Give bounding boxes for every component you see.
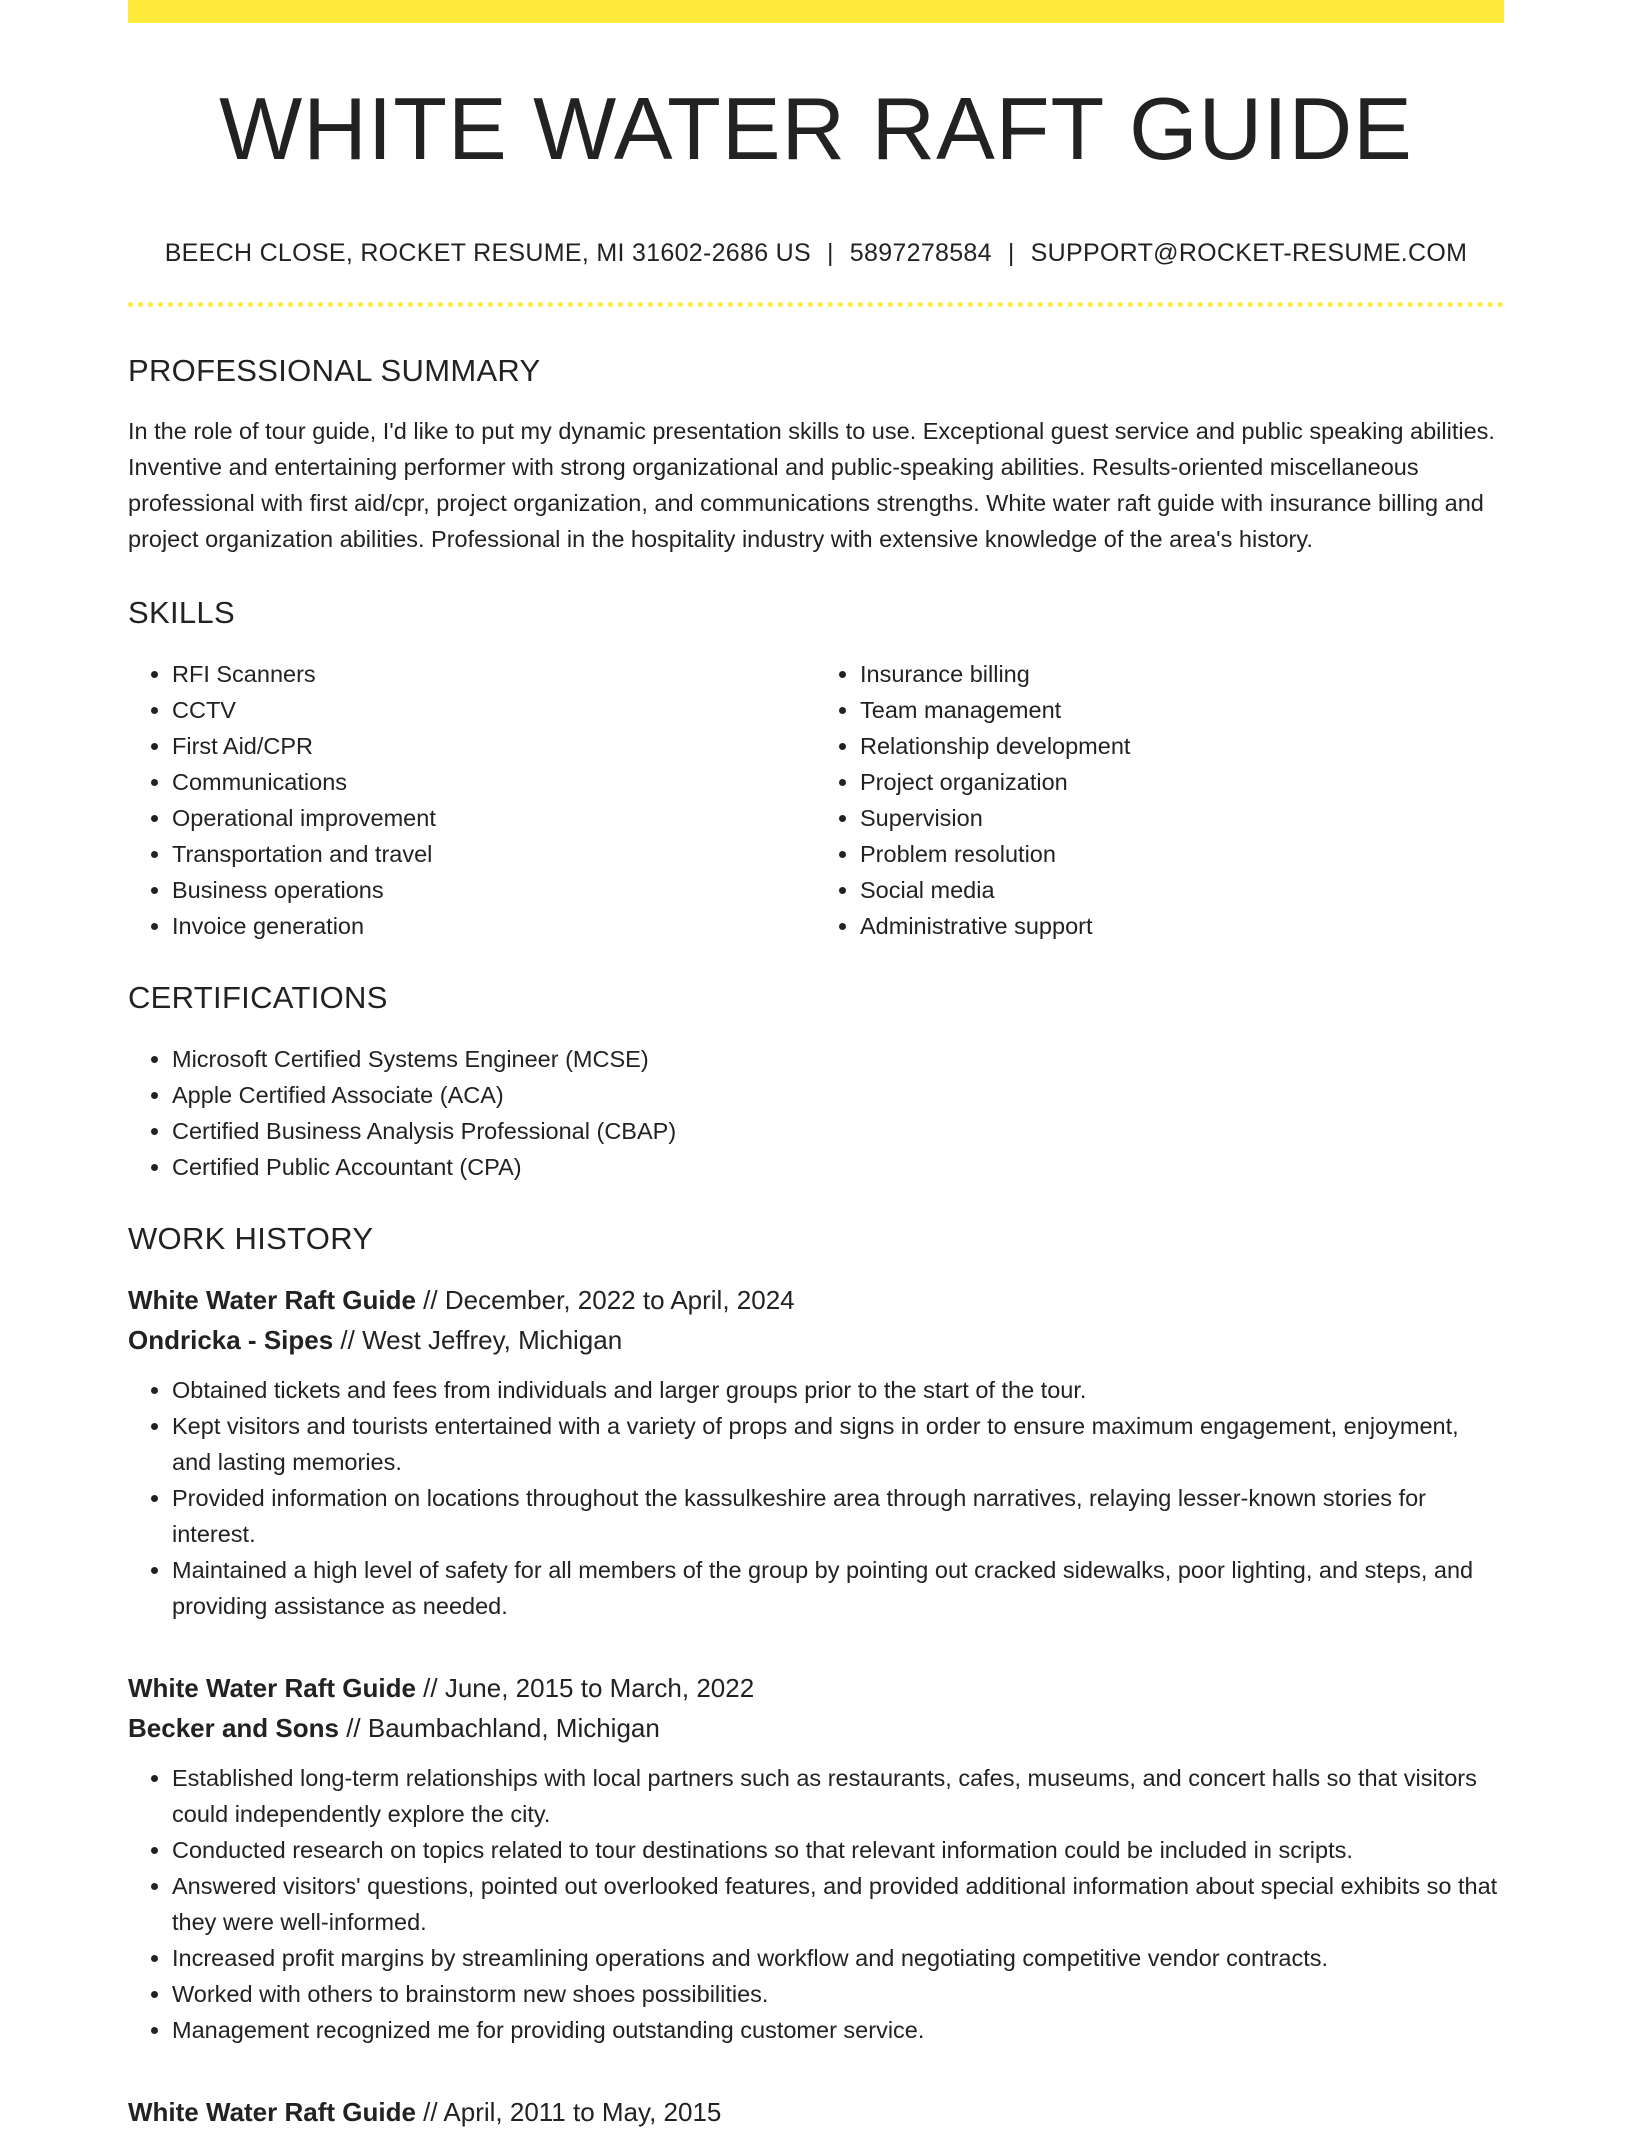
job-bullet: • Maintained a high level of safety for all members of the group by pointing out cracked sidewalks, poor lighting, and steps, and providing assistance as needed. bbox=[172, 1552, 1504, 1624]
job-bullet: • Obtained tickets and fees from individuals and larger groups prior to the start of the tour. bbox=[172, 1372, 1504, 1408]
email[interactable]: SUPPORT@ROCKET-RESUME.COM bbox=[1030, 239, 1468, 267]
job-entry bbox=[128, 2092, 1504, 2132]
job-bullet: • Worked with others to brainstorm new shoes possibilities. bbox=[172, 1976, 1504, 2012]
skills-left-list bbox=[128, 656, 816, 944]
job-location: // West Jeffrey, Michigan bbox=[333, 1325, 623, 1355]
skill-item: • Insurance billing bbox=[860, 656, 1504, 692]
skill-item: • Team management bbox=[860, 692, 1504, 728]
skills-title: SKILLS bbox=[128, 595, 235, 630]
job-role-line bbox=[128, 1668, 1504, 1708]
phone[interactable]: 5897278584 bbox=[849, 239, 992, 267]
job-bullet: • Provided information on locations throughout the kassulkeshire area through narratives, relaying lesser-known stories for interest. bbox=[172, 1480, 1504, 1552]
job-bullet: • Conducted research on topics related to tour destinations so that relevant information could be included in scripts. bbox=[172, 1832, 1504, 1868]
job-entry bbox=[128, 1668, 1504, 2048]
contact-line bbox=[128, 239, 1504, 268]
skill-item: • Supervision bbox=[860, 800, 1504, 836]
certification-item: • Certified Business Analysis Professional (CBAP) bbox=[172, 1113, 1504, 1149]
skill-item: • Transportation and travel bbox=[172, 836, 816, 872]
job-bullets bbox=[128, 1372, 1504, 1624]
job-role-line bbox=[128, 1280, 1504, 1320]
accent-bar bbox=[128, 0, 1504, 23]
job-role-line bbox=[128, 2092, 1504, 2132]
job-dates: // April, 2011 to May, 2015 bbox=[415, 2097, 722, 2127]
skill-item: • Social media bbox=[860, 872, 1504, 908]
skill-item: • Project organization bbox=[860, 764, 1504, 800]
skills-columns bbox=[128, 656, 1504, 944]
job-company-line bbox=[128, 1320, 1504, 1360]
job-bullet: • Kept visitors and tourists entertained with a variety of props and signs in order to ensure maximum engagement, enjoyment, and lasting memories. bbox=[172, 1408, 1504, 1480]
skill-item: • Administrative support bbox=[860, 908, 1504, 944]
job-company: Ondricka - Sipes bbox=[128, 1325, 334, 1355]
certifications-list bbox=[128, 1041, 1504, 1185]
dotted-divider bbox=[128, 302, 1504, 307]
job-bullet: • Established long-term relationships with local partners such as restaurants, cafes, museums, and concert halls so that visitors could independently explore the city. bbox=[172, 1760, 1504, 1832]
job-company: Becker and Sons bbox=[128, 1713, 339, 1743]
job-bullets bbox=[128, 1760, 1504, 2048]
job-role: White Water Raft Guide bbox=[128, 1285, 416, 1315]
skill-item: • Relationship development bbox=[860, 728, 1504, 764]
certification-item: • Certified Public Accountant (CPA) bbox=[172, 1149, 1504, 1185]
skill-item: • Problem resolution bbox=[860, 836, 1504, 872]
summary-title: PROFESSIONAL SUMMARY bbox=[128, 353, 541, 388]
job-bullet: • Increased profit margins by streamlining operations and workflow and negotiating competitive vendor contracts. bbox=[172, 1940, 1504, 1976]
skill-item: • RFI Scanners bbox=[172, 656, 816, 692]
job-role: White Water Raft Guide bbox=[128, 1673, 416, 1703]
certification-item: • Microsoft Certified Systems Engineer (MCSE) bbox=[172, 1041, 1504, 1077]
skill-item: • CCTV bbox=[172, 692, 816, 728]
work-history-title: WORK HISTORY bbox=[128, 1221, 374, 1256]
skill-item: • Invoice generation bbox=[172, 908, 816, 944]
summary-text: In the role of tour guide, I'd like to put my dynamic presentation skills to use. Exceptional guest service and public speaking abilities. Inventive and entertaining performer with strong organizational and public-speaking abilities. Results-oriented miscellaneous professional with first aid/cpr, project organization, and communications strengths. White water raft guide with insurance billing and project organization abilities. Professional in the hospitality industry with extensive knowledge of the area's history. bbox=[128, 418, 1495, 552]
certifications-title: CERTIFICATIONS bbox=[128, 980, 388, 1015]
job-role: White Water Raft Guide bbox=[128, 2097, 416, 2127]
skill-item: • Communications bbox=[172, 764, 816, 800]
address: BEECH CLOSE, ROCKET RESUME, MI 31602-2686 US bbox=[164, 239, 811, 267]
skill-item: • First Aid/CPR bbox=[172, 728, 816, 764]
job-company-line bbox=[128, 1708, 1504, 1748]
separator: | bbox=[827, 239, 834, 267]
certification-item: • Apple Certified Associate (ACA) bbox=[172, 1077, 1504, 1113]
skills-right-list bbox=[816, 656, 1504, 944]
resume-page bbox=[128, 0, 1504, 2132]
skill-item: • Business operations bbox=[172, 872, 816, 908]
job-entry bbox=[128, 1280, 1504, 1624]
job-location: // Baumbachland, Michigan bbox=[338, 1713, 660, 1743]
job-dates: // December, 2022 to April, 2024 bbox=[415, 1285, 795, 1315]
skill-item: • Operational improvement bbox=[172, 800, 816, 836]
job-bullet: • Management recognized me for providing outstanding customer service. bbox=[172, 2012, 1504, 2048]
separator: | bbox=[1007, 239, 1015, 267]
job-dates: // June, 2015 to March, 2022 bbox=[415, 1673, 755, 1703]
resume-name: WHITE WATER RAFT GUIDE bbox=[219, 79, 1413, 178]
job-bullet: • Answered visitors' questions, pointed out overlooked features, and provided additional information about special exhibits so that they were well-informed. bbox=[172, 1868, 1504, 1940]
